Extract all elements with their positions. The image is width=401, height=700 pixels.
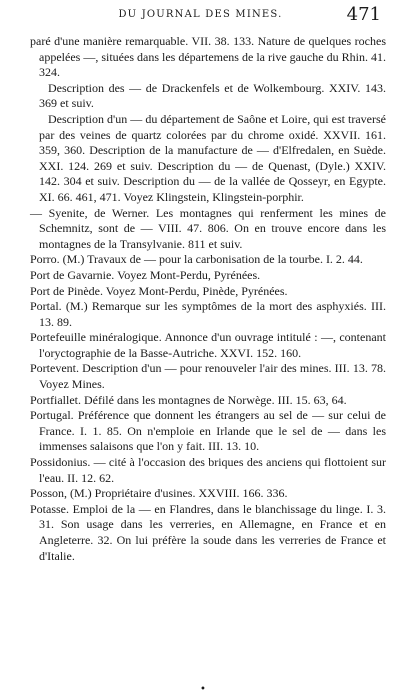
sub-entry-syenite: — Syenite, de Werner. Les montagnes qui renferment les mines de Schemnitz, sont de — VIII. 47. 806. On en trouve encore dans les montagnes de la Transylvanie. 811 et suiv. xyxy=(30,205,386,251)
sub-entry: Description des — de Drackenfels et de Wolkembourg. XXIV. 143. 369 et suiv. xyxy=(39,80,386,111)
entry-port-de-gavarnie: Port de Gavarnie. Voyez Mont-Perdu, Pyrénées. xyxy=(30,267,261,282)
entry-porro: Porro. (M.) Travaux de — pour la carbonisation de la tourbe. I. 2. 44. xyxy=(30,252,363,267)
sub-entry: Description d'un — du département de Saône et Loire, qui est traversé par des veines de quartz colorées par du chrome oxidé. XXVII. 161. 359, 360. Description de la manufacture de — d'Elfredalen, en Suède. XXI. 124. 269 et suiv. Description du — de Quenast, (Dyle.) XXIV. 142. 304 et suiv. Description du — de la vallée de Qosseyr, en Egypte. XI. 66. 461, 471. Voyez Klingstein, Klingstein-porphir. xyxy=(39,111,386,204)
page-end-mark: • xyxy=(200,684,206,695)
entry-portevent: Portevent. Description d'un — pour renouveler l'air des mines. III. 13. 78. Voyez Mines. xyxy=(30,361,386,392)
continued-line: paré d'une manière remarquable. VII. 38. 133. Nature de quelques roches appelées —, situées dans les départemens de la rive gauche du Rhin. 41. 324. xyxy=(30,34,386,80)
entry-portefeuille: Portefeuille minéralogique. Annonce d'un ouvrage intitulé : —, contenant l'oryctographie de la Basse-Autriche. XXVI. 152. 160. xyxy=(30,330,386,360)
entry-portugal: Portugal. Préférence que donnent les étrangers au sel de — sur celui de France. I. 1. 85. On n'emploie en Irlande que le sel de — dans les immenses salaisons que l'on y fait. III. 13. 10. xyxy=(30,408,386,454)
index-text xyxy=(30,34,386,564)
entry-portfiallet: Portfiallet. Défilé dans les montagnes de Norwège. III. 15. 63, 64. xyxy=(30,392,347,407)
entry-posson: Posson, (M.) Propriétaire d'usines. XXVIII. 166. 336. xyxy=(30,486,288,501)
entry-possidonius: Possidonius. — cité à l'occasion des briques des anciens qui flottoient sur l'eau. II. 12. 62. xyxy=(30,455,386,485)
entry-portal: Portal. (M.) Remarque sur les symptômes de la mort des asphyxiés. III. 13. 89. xyxy=(30,299,386,329)
running-header xyxy=(60,4,381,30)
page-number: 471 xyxy=(346,4,381,25)
entry-potasse: Potasse. Emploi de la — en Flandres, dans le blanchissage du linge. I. 3. 31. Son usage dans les verreries, en Allemagne, en France et en Angleterre. 32. On lui préfère la soude dans les verreries de France et d'Italie. xyxy=(30,501,386,563)
entry-port-de-pinede: Port de Pinède. Voyez Mont-Perdu, Pinède, Pyrénées. xyxy=(30,283,288,298)
running-title: DU JOURNAL DES MINES. xyxy=(118,9,283,20)
